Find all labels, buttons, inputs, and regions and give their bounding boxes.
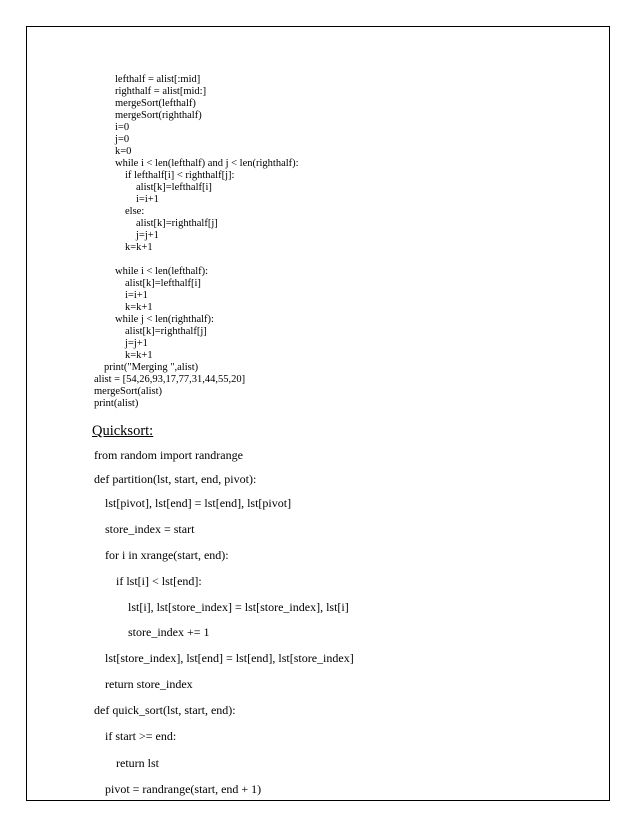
code-line: lst[store_index], lst[end] = lst[end], lst[store_index] [105, 651, 354, 665]
code-line: def quick_sort(lst, start, end): [94, 703, 236, 717]
code-line: k=k+1 [125, 302, 153, 313]
code-line: righthalf = alist[mid:] [115, 86, 207, 97]
code-line: store_index += 1 [128, 625, 210, 639]
code-line: from random import randrange [94, 448, 243, 462]
code-line: alist[k]=righthalf[j] [136, 218, 218, 229]
code-line: lst[pivot], lst[end] = lst[end], lst[pivot] [105, 496, 292, 510]
code-line: return store_index [105, 677, 193, 691]
code-line: j=j+1 [136, 230, 159, 241]
code-line: mergeSort(alist) [94, 386, 163, 397]
code-line: while i < len(lefthalf) and j < len(righthalf): [115, 158, 299, 169]
code-line: i=i+1 [125, 290, 148, 301]
code-line: if start >= end: [105, 729, 177, 743]
code-line: k=k+1 [125, 350, 153, 361]
code-line: while i < len(lefthalf): [115, 266, 209, 277]
code-line: pivot = randrange(start, end + 1) [105, 782, 262, 796]
quicksort-heading: Quicksort: [92, 423, 154, 439]
code-line: else: [125, 206, 145, 217]
code-line: lefthalf = alist[:mid] [115, 74, 201, 85]
code-line: i=i+1 [136, 194, 159, 205]
code-line: def partition(lst, start, end, pivot): [94, 472, 257, 486]
code-line: return lst [116, 756, 159, 770]
code-line: if lst[i] < lst[end]: [116, 574, 202, 588]
code-line: alist[k]=lefthalf[i] [125, 278, 201, 289]
code-line: alist = [54,26,93,17,77,31,44,55,20] [94, 374, 246, 385]
code-line: print("Merging ",alist) [104, 362, 199, 373]
code-line: j=0 [115, 134, 130, 145]
code-line: if lefthalf[i] < righthalf[j]: [125, 170, 235, 181]
code-line: mergeSort(lefthalf) [115, 98, 196, 109]
code-line: k=k+1 [125, 242, 153, 253]
code-line: alist[k]=lefthalf[i] [136, 182, 212, 193]
code-line: for i in xrange(start, end): [105, 548, 229, 562]
code-line: mergeSort(righthalf) [115, 110, 202, 121]
code-line: j=j+1 [125, 338, 148, 349]
code-line: print(alist) [94, 398, 139, 409]
code-line: store_index = start [105, 522, 195, 536]
code-line: lst[i], lst[store_index] = lst[store_index], lst[i] [128, 600, 349, 614]
code-line: k=0 [115, 146, 132, 157]
code-line: i=0 [115, 122, 130, 133]
code-line: alist[k]=righthalf[j] [125, 326, 207, 337]
code-line: while j < len(righthalf): [115, 314, 214, 325]
